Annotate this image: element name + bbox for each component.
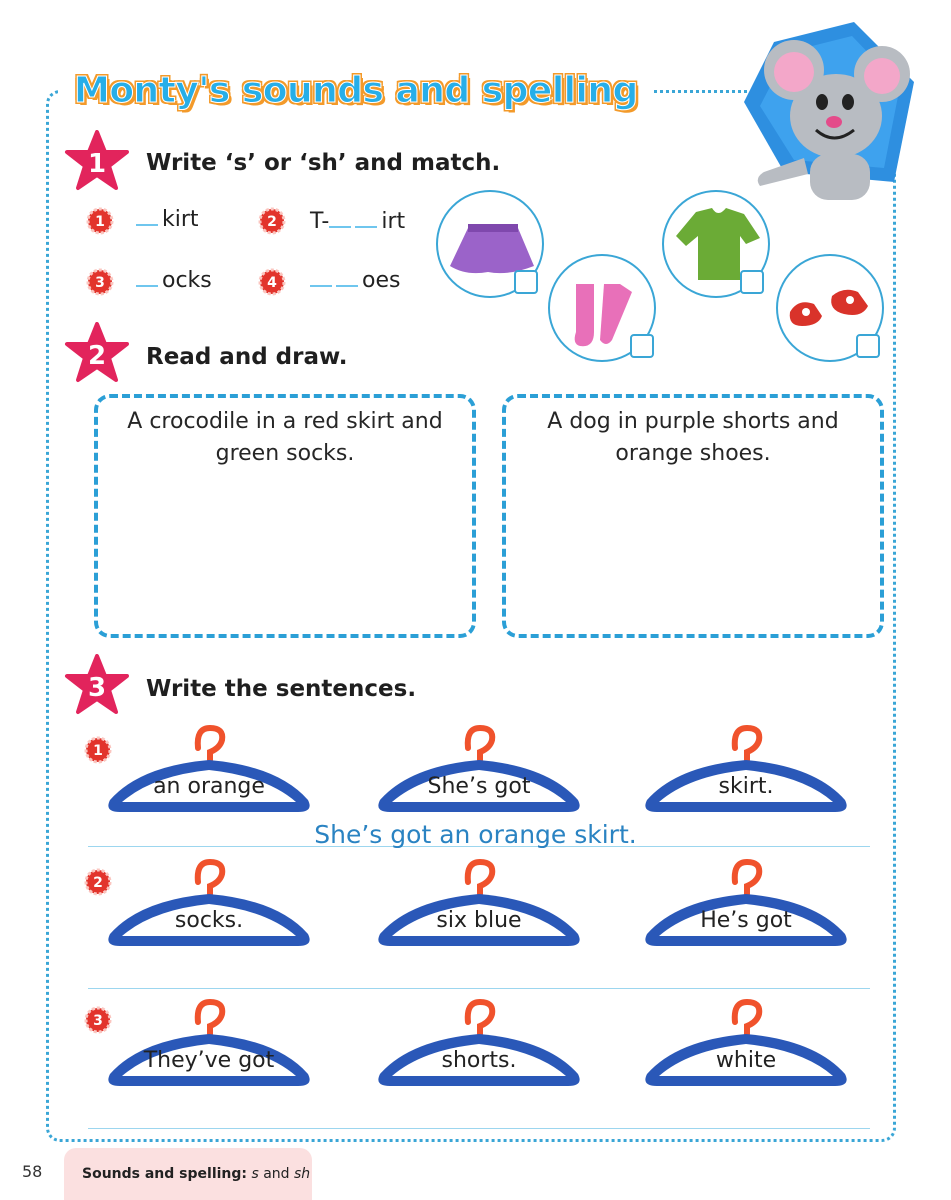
hanger-icon (370, 996, 588, 1092)
svg-text:3: 3 (95, 275, 105, 291)
exercise-1-star-icon (64, 130, 130, 196)
hanger-word-card[interactable] (100, 856, 318, 952)
writing-line-3[interactable] (88, 1128, 870, 1129)
ex1-item-1[interactable] (136, 204, 199, 232)
page-number: 58 (22, 1162, 43, 1181)
svg-text:2: 2 (267, 214, 277, 230)
hanger-word: white (715, 1048, 777, 1073)
item-badge-3 (86, 268, 114, 296)
svg-text:1: 1 (93, 743, 103, 759)
hanger-word: skirt. (718, 774, 774, 799)
hanger-word: six blue (436, 908, 522, 933)
blank-field[interactable] (136, 204, 158, 226)
drawing-prompt-2: A dog in purple shorts and orange shoes. (547, 409, 839, 466)
hanger-word-card[interactable] (100, 722, 318, 818)
word-start: T- (310, 209, 330, 234)
writing-line-2[interactable] (88, 988, 870, 989)
word-ending: oes (362, 268, 401, 293)
hanger-word-card[interactable] (637, 722, 855, 818)
hanger-icon (100, 722, 318, 818)
match-checkbox-socks[interactable] (630, 334, 654, 358)
exercise-3-star-icon (64, 654, 130, 720)
hanger-word-card[interactable] (100, 996, 318, 1092)
exercise-3-number: 3 (87, 673, 107, 703)
hanger-icon (370, 856, 588, 952)
blank-field[interactable] (310, 265, 332, 287)
drawing-prompt-1: A crocodile in a red skirt and green socks. (127, 409, 443, 466)
ex1-item-4[interactable] (310, 265, 400, 293)
exercise-1-number: 1 (87, 149, 107, 179)
exercise-2-star-icon (64, 322, 130, 388)
ex1-item-2[interactable] (310, 206, 405, 234)
page-title: Monty's sounds and spelling (74, 69, 638, 111)
svg-text:4: 4 (267, 275, 277, 291)
item-badge-1 (86, 207, 114, 235)
hanger-word: an orange (153, 774, 265, 799)
hanger-icon (637, 996, 855, 1092)
hanger-icon (100, 856, 318, 952)
match-checkbox-tshirt[interactable] (740, 270, 764, 294)
hanger-word: shorts. (441, 1048, 517, 1073)
example-answer: She’s got an orange skirt. (314, 820, 637, 849)
item-badge-4 (258, 268, 286, 296)
exercise-1-instruction: Write ‘s’ or ‘sh’ and match. (146, 150, 501, 176)
exercise-2-number: 2 (87, 341, 107, 371)
hanger-icon (637, 856, 855, 952)
hanger-word-card[interactable] (370, 996, 588, 1092)
word-ending: ocks (162, 268, 212, 293)
blank-field[interactable] (336, 265, 358, 287)
monty-mouse-mascot-icon (744, 22, 914, 200)
hanger-word: She’s got (427, 774, 531, 799)
exercise-3-instruction: Write the sentences. (146, 676, 417, 702)
hanger-word: They’ve got (143, 1048, 275, 1073)
drawing-box-1[interactable] (94, 394, 476, 638)
drawing-box-2[interactable] (502, 394, 884, 638)
hanger-word: socks. (174, 908, 244, 933)
hanger-icon (637, 722, 855, 818)
match-checkbox-skirt[interactable] (514, 270, 538, 294)
title-banner (58, 58, 654, 122)
word-ending: kirt (162, 207, 199, 232)
svg-text:3: 3 (93, 1013, 103, 1029)
ex1-item-3[interactable] (136, 265, 212, 293)
hanger-icon (100, 996, 318, 1092)
exercise-2-instruction: Read and draw. (146, 344, 348, 370)
match-checkbox-shoes[interactable] (856, 334, 880, 358)
hanger-word-card[interactable] (370, 722, 588, 818)
blank-field[interactable] (355, 206, 377, 228)
hanger-word: He’s got (700, 908, 792, 933)
blank-field[interactable] (329, 206, 351, 228)
hanger-word-card[interactable] (637, 856, 855, 952)
item-badge-2 (258, 207, 286, 235)
blank-field[interactable] (136, 265, 158, 287)
svg-text:1: 1 (95, 214, 105, 230)
svg-text:2: 2 (93, 875, 103, 891)
hanger-icon (370, 722, 588, 818)
hanger-word-card[interactable] (637, 996, 855, 1092)
hanger-word-card[interactable] (370, 856, 588, 952)
footer-label: Sounds and spelling: s and sh (82, 1166, 311, 1182)
word-ending: irt (381, 209, 406, 234)
